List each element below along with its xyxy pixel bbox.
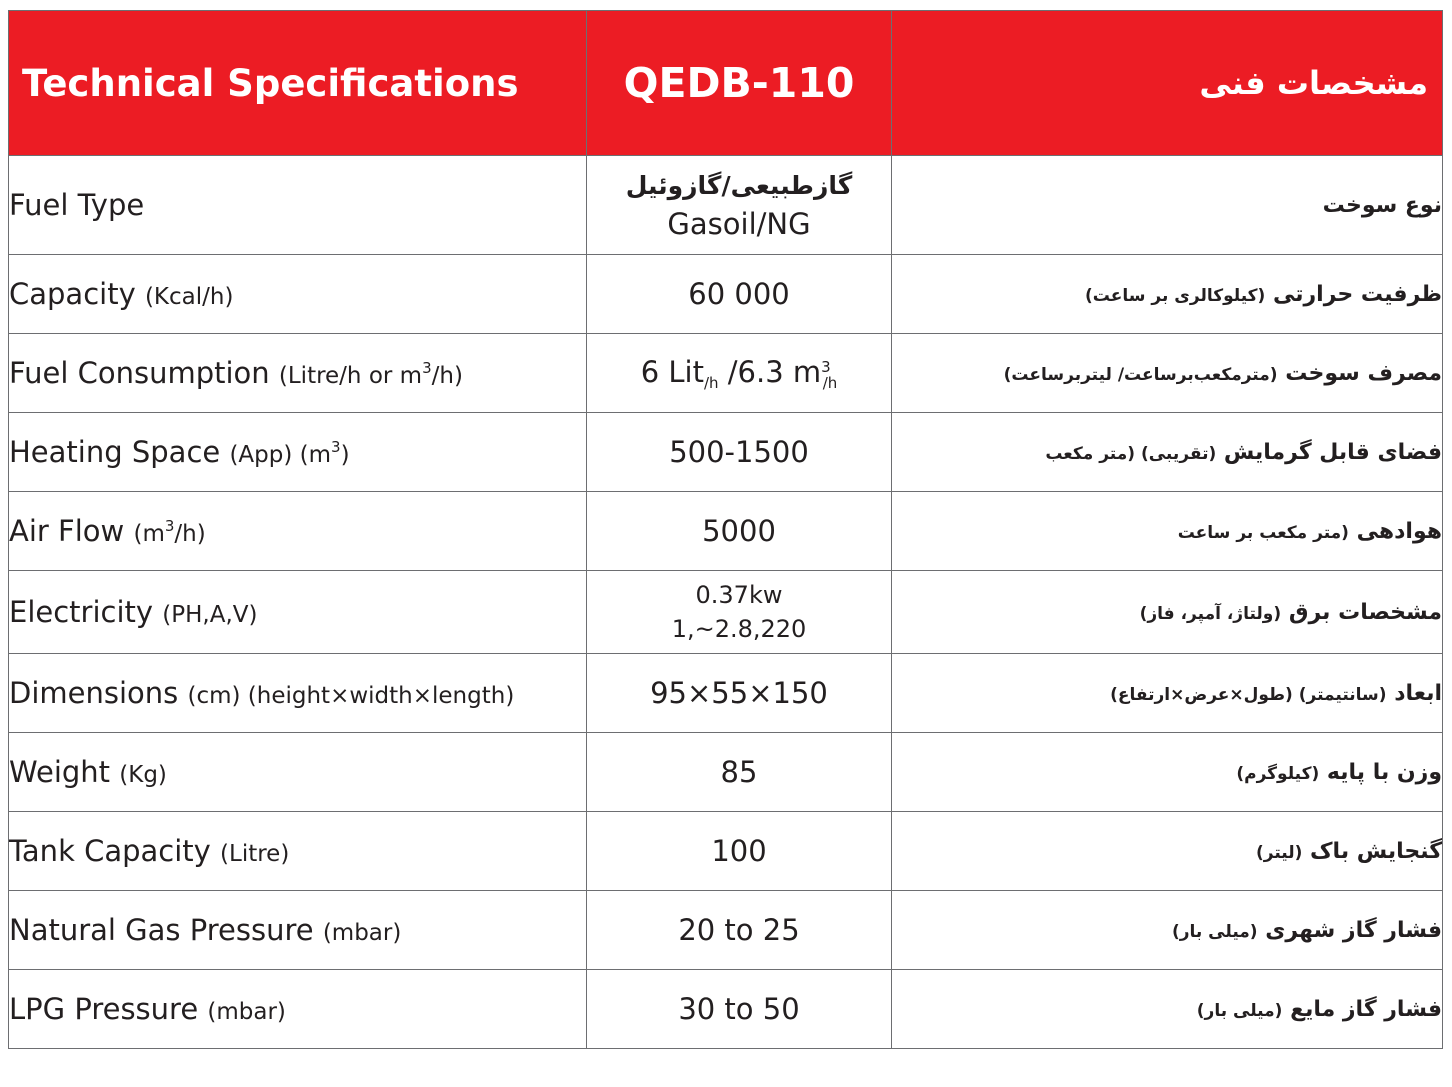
row-label-fa (892, 492, 1443, 571)
unit-text-fa: (مترمکعب‌برساعت/ لیتربرساعت) (1003, 364, 1278, 385)
label-text: Capacity (9, 277, 136, 311)
label-text-fa: وزن با پایه (1326, 759, 1442, 785)
unit-text-fa: (میلی بار) (1196, 1000, 1283, 1021)
unit-sup: 3 (422, 359, 432, 377)
label-text: Electricity (9, 595, 154, 629)
label-text-fa: ظرفیت حرارتی (1272, 281, 1442, 307)
unit-text (133, 517, 206, 547)
row-label (9, 571, 587, 654)
row-value: 20 to 25 (587, 891, 892, 970)
row-value (587, 334, 892, 413)
row-label (9, 156, 587, 255)
value-b-sup: 3 (821, 357, 831, 376)
row-label (9, 891, 587, 970)
row-value: 30 to 50 (587, 970, 892, 1049)
row-label (9, 413, 587, 492)
row-label (9, 255, 587, 334)
unit-text-fa: (لیتر) (1255, 842, 1303, 863)
value-text-fa: گازطبیعی/گازوئیل (625, 171, 853, 200)
table-row (9, 733, 1443, 812)
table-row (9, 812, 1443, 891)
row-label-fa (892, 156, 1443, 255)
unit-post: ) (340, 442, 350, 468)
unit-text: (PH,A,V) (162, 602, 258, 628)
label-text-fa: فضای قابل گرمایش (1223, 439, 1442, 465)
value-b: /6.3 m (718, 354, 822, 389)
row-label-fa (892, 733, 1443, 812)
label-text: Fuel Consumption (9, 356, 270, 390)
unit-text: (Litre) (220, 841, 290, 867)
unit-post: /h) (431, 363, 463, 389)
row-label-fa (892, 334, 1443, 413)
row-value (587, 156, 892, 255)
table-row (9, 156, 1443, 255)
row-label-fa (892, 255, 1443, 334)
label-text: Dimensions (9, 676, 179, 710)
row-value: 95×55×150 (587, 654, 892, 733)
row-value (587, 571, 892, 654)
row-label (9, 733, 587, 812)
label-text: Air Flow (9, 514, 125, 548)
row-value: 100 (587, 812, 892, 891)
value-line-1: 0.37kw (695, 581, 783, 609)
label-text: Fuel Type (9, 188, 145, 222)
label-text-fa: نوع سوخت (1322, 192, 1442, 218)
value-a: 6 Lit (640, 354, 704, 389)
header-title-en: Technical Specifications (9, 11, 587, 156)
label-text-fa: گنجایش باک (1310, 838, 1442, 864)
unit-text (229, 438, 350, 468)
unit-sup: 3 (331, 438, 341, 456)
row-label (9, 492, 587, 571)
unit-pre: (App) (m (229, 442, 332, 468)
unit-pre: (Litre/h or m (278, 363, 423, 389)
unit-post: /h) (174, 521, 206, 547)
row-label-fa (892, 571, 1443, 654)
table-row (9, 255, 1443, 334)
unit-text-fa: (تقریبی) (متر مکعب (1045, 443, 1217, 464)
value-line-2: 1,~2.8,220 (671, 615, 807, 643)
unit-text-fa: (سانتیمتر) (طول×عرض×ارتفاع) (1110, 684, 1387, 705)
header-row (9, 11, 1443, 156)
row-label-fa (892, 970, 1443, 1049)
unit-text (278, 359, 463, 389)
row-label (9, 812, 587, 891)
row-label-fa (892, 812, 1443, 891)
unit-text-fa: (ولتاژ، آمپر، فاز) (1139, 603, 1282, 624)
unit-text-fa: (کیلوکالری بر ساعت) (1085, 285, 1266, 306)
label-text-fa: مشخصات برق (1288, 599, 1442, 625)
row-label-fa (892, 654, 1443, 733)
label-text-fa: فشار گاز شهری (1265, 917, 1442, 943)
header-model: QEDB-110 (587, 11, 892, 156)
row-label (9, 970, 587, 1049)
row-label (9, 654, 587, 733)
unit-text-fa: (کیلوگرم) (1236, 763, 1320, 784)
table-row (9, 654, 1443, 733)
table-row (9, 571, 1443, 654)
value-a-sub: /h (704, 373, 719, 392)
label-text-fa: هوادهی (1356, 518, 1442, 544)
table-row (9, 413, 1443, 492)
row-value: 85 (587, 733, 892, 812)
table-row (9, 334, 1443, 413)
table-row (9, 970, 1443, 1049)
label-text: LPG Pressure (9, 992, 199, 1026)
table-row (9, 492, 1443, 571)
unit-text: (Kcal/h) (144, 284, 234, 310)
unit-text: (Kg) (119, 762, 167, 788)
label-text: Natural Gas Pressure (9, 913, 314, 947)
label-text: Weight (9, 755, 111, 789)
row-label-fa (892, 891, 1443, 970)
label-text-fa: مصرف سوخت (1285, 360, 1442, 386)
value-text: Gasoil/NG (667, 207, 811, 241)
row-value: 60 000 (587, 255, 892, 334)
row-value: 5000 (587, 492, 892, 571)
label-text-fa: فشار گاز مایع (1290, 996, 1442, 1022)
label-text-fa: ابعاد (1394, 680, 1442, 706)
unit-text-fa: (متر مکعب بر ساعت (1177, 522, 1349, 543)
row-label-fa (892, 413, 1443, 492)
row-value: 500-1500 (587, 413, 892, 492)
row-label (9, 334, 587, 413)
label-text: Heating Space (9, 435, 221, 469)
unit-text: (cm) (height×width×length) (187, 683, 515, 709)
label-text: Tank Capacity (9, 834, 211, 868)
header-title-fa: مشخصات فنی (892, 11, 1443, 156)
unit-text: (mbar) (207, 999, 286, 1025)
unit-sup: 3 (164, 517, 175, 535)
table-row (9, 891, 1443, 970)
unit-text-fa: (میلی بار) (1171, 921, 1258, 942)
spec-table (8, 10, 1443, 1049)
unit-pre: (m (133, 521, 165, 547)
unit-text: (mbar) (322, 920, 402, 946)
value-b-sub: /h (822, 373, 838, 392)
